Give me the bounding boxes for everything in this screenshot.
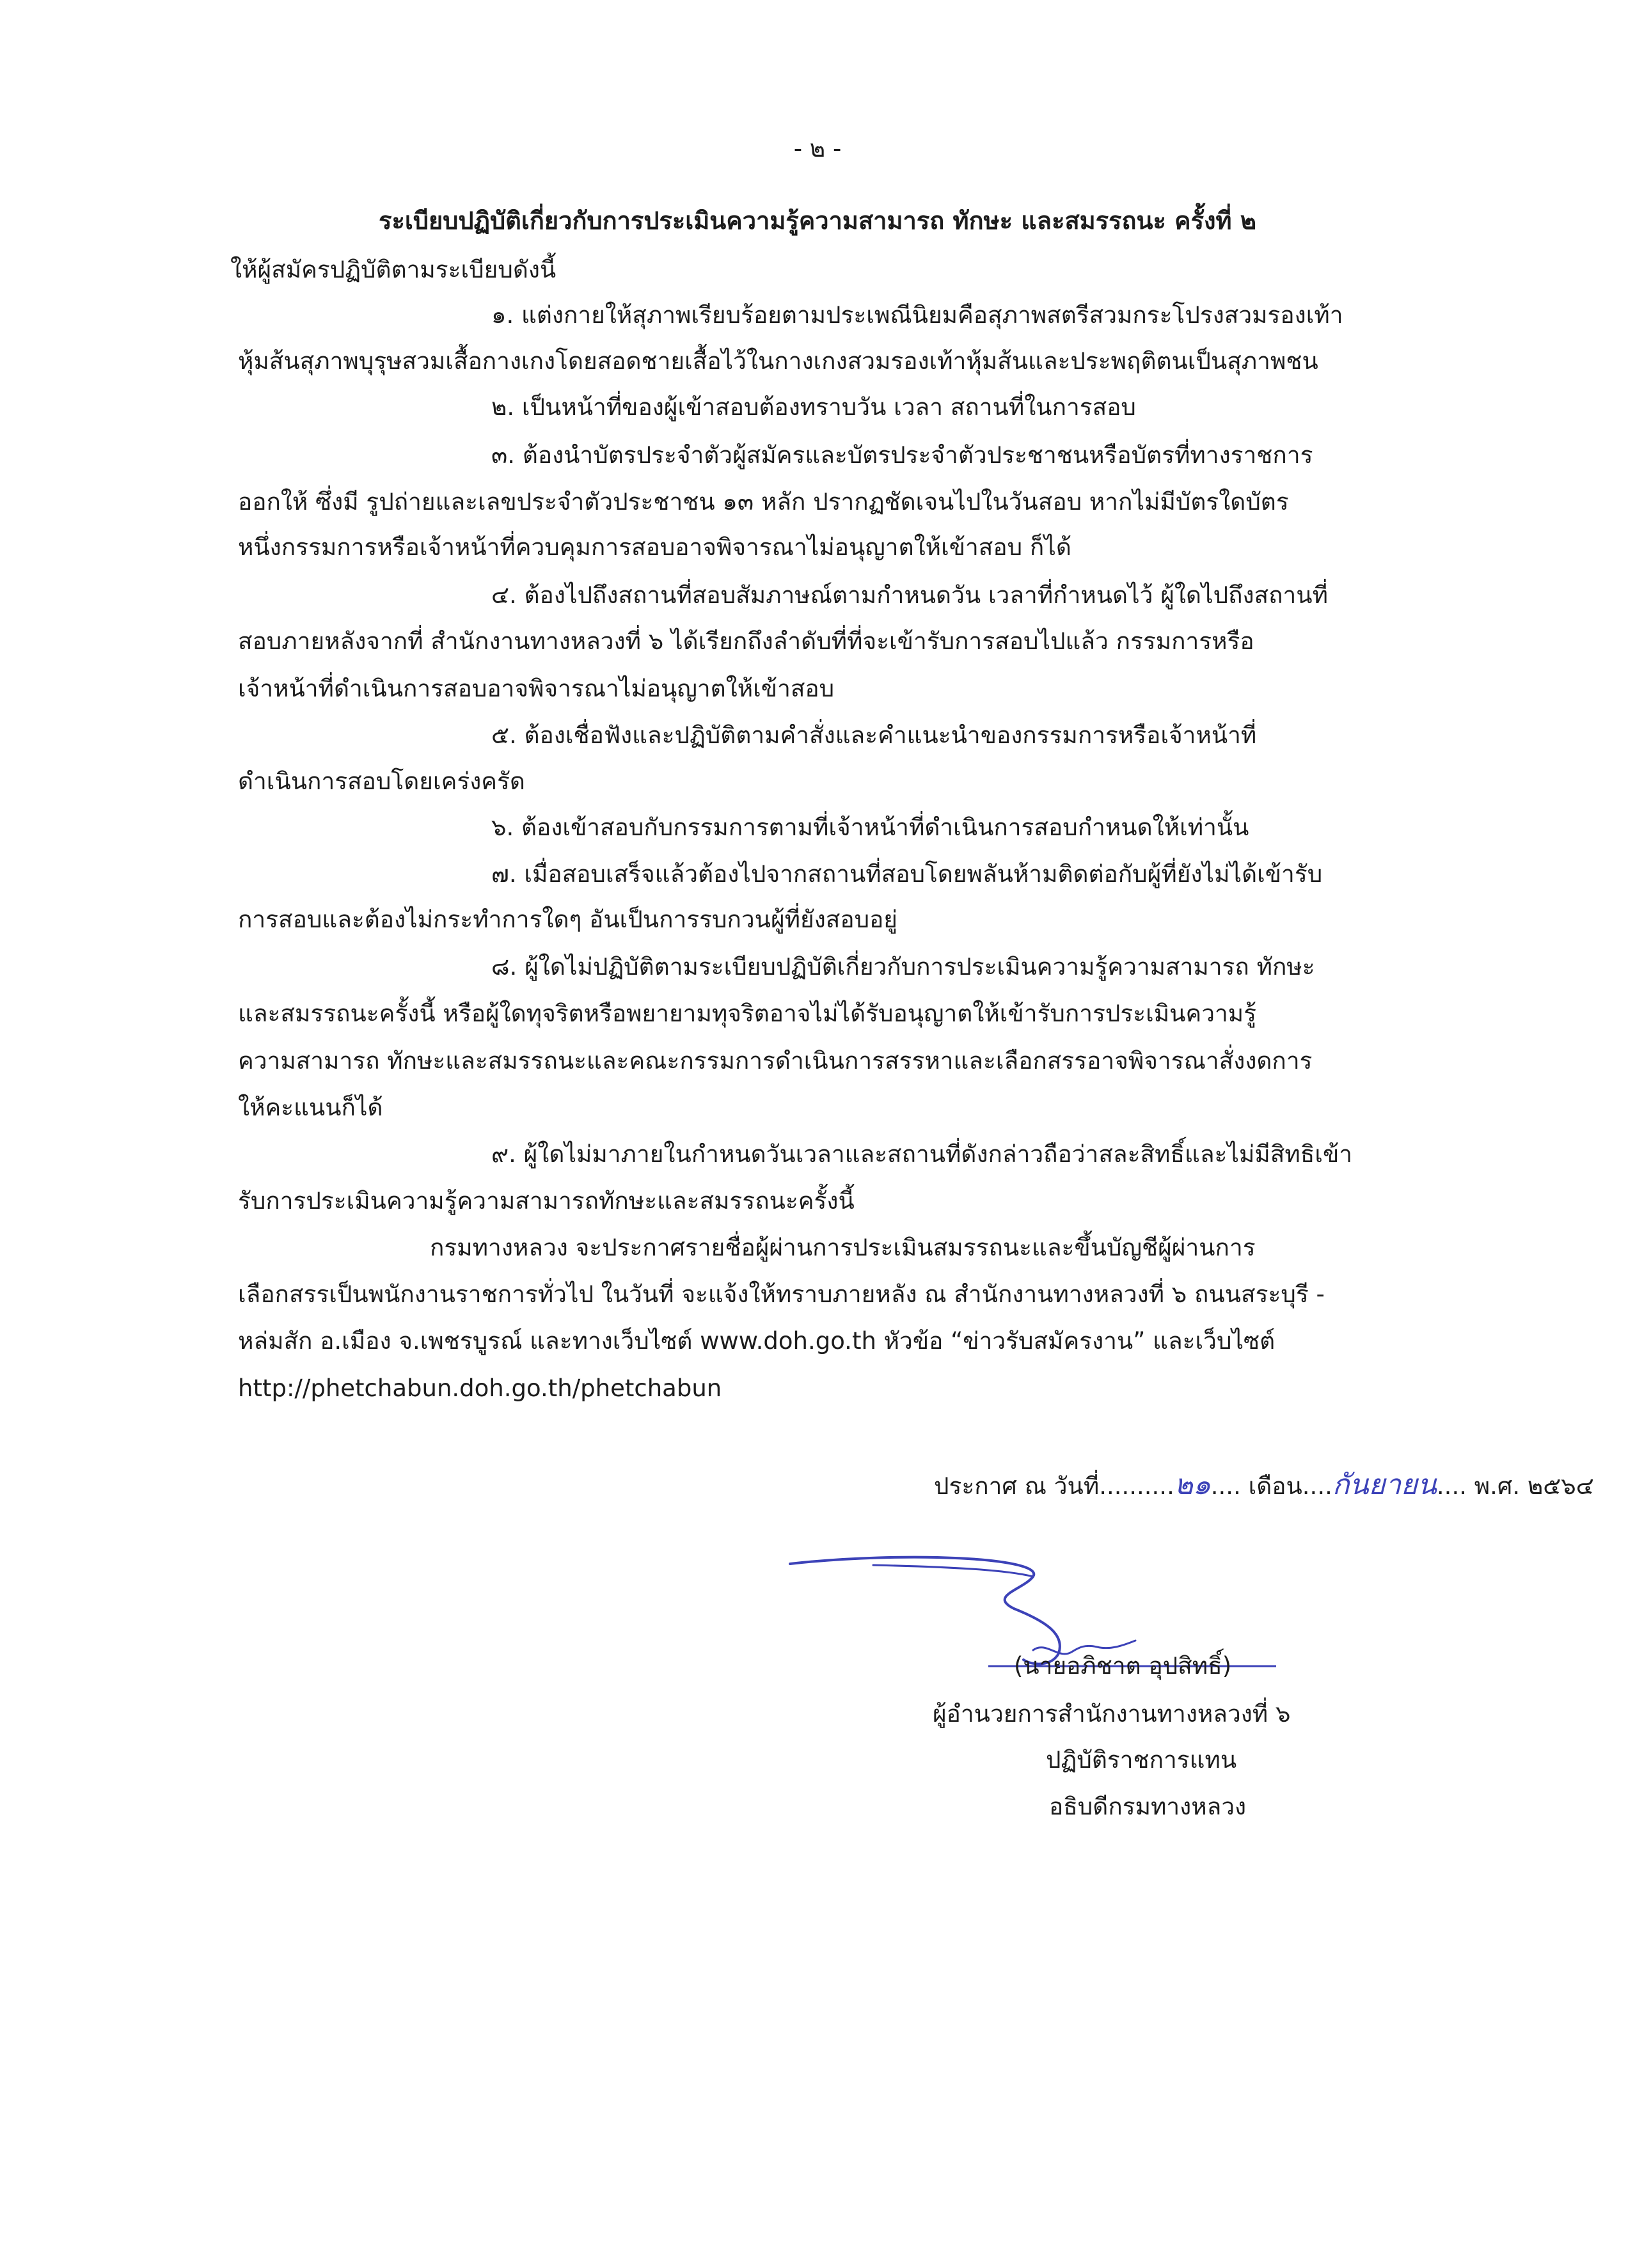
url-line: http://phetchabun.doh.go.th/phetchabun [238, 1374, 722, 1402]
body-line: ๙. ผู้ใดไม่มาภายในกำหนดวันเวลาและสถานที่ดังกล่าวถือว่าสละสิทธิ์และไม่มีสิทธิเข้า [491, 1140, 1353, 1168]
body-line: ความสามารถ ทักษะและสมรรถนะและคณะกรรมการดำเนินการสรรหาและเลือกสรรอาจพิจารณาสั่งงดการ [238, 1047, 1313, 1075]
body-line: ๒. เป็นหน้าที่ของผู้เข้าสอบต้องทราบวัน เวลา สถานที่ในการสอบ [491, 393, 1136, 421]
year-label: พ.ศ. ๒๕๖๔ [1474, 1472, 1594, 1500]
month-label: เดือน [1248, 1472, 1302, 1500]
announcement-prefix: ประกาศ ณ วันที่ [934, 1472, 1100, 1500]
body-line: กรมทางหลวง จะประกาศรายชื่อผู้ผ่านการประเมินสมรรถนะและขึ้นบัญชีผู้ผ่านการ [430, 1234, 1256, 1261]
handwritten-day: ๒๑ [1174, 1469, 1211, 1501]
signatory-position: ผู้อำนวยการสำนักงานทางหลวงที่ ๖ [933, 1700, 1291, 1728]
handwritten-month: กันยายน [1332, 1469, 1437, 1501]
body-line: ดำเนินการสอบโดยเคร่งครัด [238, 768, 525, 795]
signatory-name: (นายอภิชาต อุปสิทธิ์) [1014, 1652, 1232, 1680]
announcement-date-line: ประกาศ ณ วันที่..........๒๑.... เดือน....กันยายน.... พ.ศ. ๒๕๖๔ [934, 1469, 1594, 1501]
body-line: ๕. ต้องเชื่อฟังและปฏิบัติตามคำสั่งและคำแนะนำของกรรมการหรือเจ้าหน้าที่ [491, 721, 1257, 749]
body-line: และสมรรถนะครั้งนี้ หรือผู้ใดทุจริตหรือพยายามทุจริตอาจไม่ได้รับอนุญาตให้เข้ารับการประเมินความรู้ [238, 1000, 1257, 1027]
body-line: ๗. เมื่อสอบเสร็จแล้วต้องไปจากสถานที่สอบโดยพลันห้ามติดต่อกับผู้ที่ยังไม่ได้เข้ารับ [491, 860, 1323, 888]
body-line: ให้คะแนนก็ได้ [238, 1094, 383, 1121]
body-line: ๔. ต้องไปถึงสถานที่สอบสัมภาษณ์ตามกำหนดวัน เวลาที่กำหนดไว้ ผู้ใดไปถึงสถานที่ [491, 581, 1328, 609]
body-line: เจ้าหน้าที่ดำเนินการสอบอาจพิจารณาไม่อนุญาตให้เข้าสอบ [238, 675, 835, 702]
signatory-acting: ปฏิบัติราชการแทน [1046, 1746, 1237, 1774]
intro-line: ให้ผู้สมัครปฏิบัติตามระเบียบดังนี้ [230, 256, 557, 283]
body-line: ๑. แต่งกายให้สุภาพเรียบร้อยตามประเพณีนิยมคือสุภาพสตรีสวมกระโปรงสวมรองเท้า [491, 301, 1343, 329]
body-line: ๘. ผู้ใดไม่ปฏิบัติตามระเบียบปฏิบัติเกี่ยวกับการประเมินความรู้ความสามารถ ทักษะ [491, 953, 1315, 980]
body-line: ออกให้ ซึ่งมี รูปถ่ายและเลขประจำตัวประชาชน ๑๓ หลัก ปรากฏชัดเจนไปในวันสอบ หากไม่มีบัตรใดบัตร [238, 488, 1289, 516]
body-line: หุ้มส้นสุภาพบุรุษสวมเสื้อกางเกงโดยสอดชายเสื้อไว้ในกางเกงสวมรองเท้าหุ้มส้นและประพฤติตนเป็นสุภาพชน [238, 347, 1318, 375]
body-line: ๖. ต้องเข้าสอบกับกรรมการตามที่เจ้าหน้าที่ดำเนินการสอบกำหนดให้เท่านั้น [491, 814, 1249, 841]
body-line: หล่มสัก อ.เมือง จ.เพชรบูรณ์ และทางเว็บไซต์ www.doh.go.th หัวข้อ “ข่าวรับสมัครงาน” และเว็บไซต์ [238, 1327, 1276, 1355]
page-number: - ๒ - [793, 135, 842, 162]
body-line: ๓. ต้องนำบัตรประจำตัวผู้สมัครและบัตรประจำตัวประชาชนหรือบัตรที่ทางราชการ [491, 441, 1313, 469]
body-line: หนึ่งกรรมการหรือเจ้าหน้าที่ควบคุมการสอบอาจพิจารณาไม่อนุญาตให้เข้าสอบ ก็ได้ [238, 533, 1071, 561]
document-title: ระเบียบปฏิบัติเกี่ยวกับการประเมินความรู้ความสามารถ ทักษะ และสมรรถนะ ครั้งที่ ๒ [379, 207, 1256, 235]
body-line: สอบภายหลังจากที่ สำนักงานทางหลวงที่ ๖ ได้เรียกถึงลำดับที่ที่จะเข้ารับการสอบไปแล้ว กรรมการหรือ [238, 627, 1254, 655]
body-line: เลือกสรรเป็นพนักงานราชการทั่วไป ในวันที่ จะแจ้งให้ทราบภายหลัง ณ สำนักงานทางหลวงที่ ๖ ถนนสระบุรี - [238, 1280, 1325, 1308]
signatory-department: อธิบดีกรมทางหลวง [1049, 1793, 1247, 1820]
body-line: การสอบและต้องไม่กระทำการใดๆ อันเป็นการรบกวนผู้ที่ยังสอบอยู่ [238, 906, 897, 933]
body-line: รับการประเมินความรู้ความสามารถทักษะและสมรรถนะครั้งนี้ [238, 1187, 855, 1215]
